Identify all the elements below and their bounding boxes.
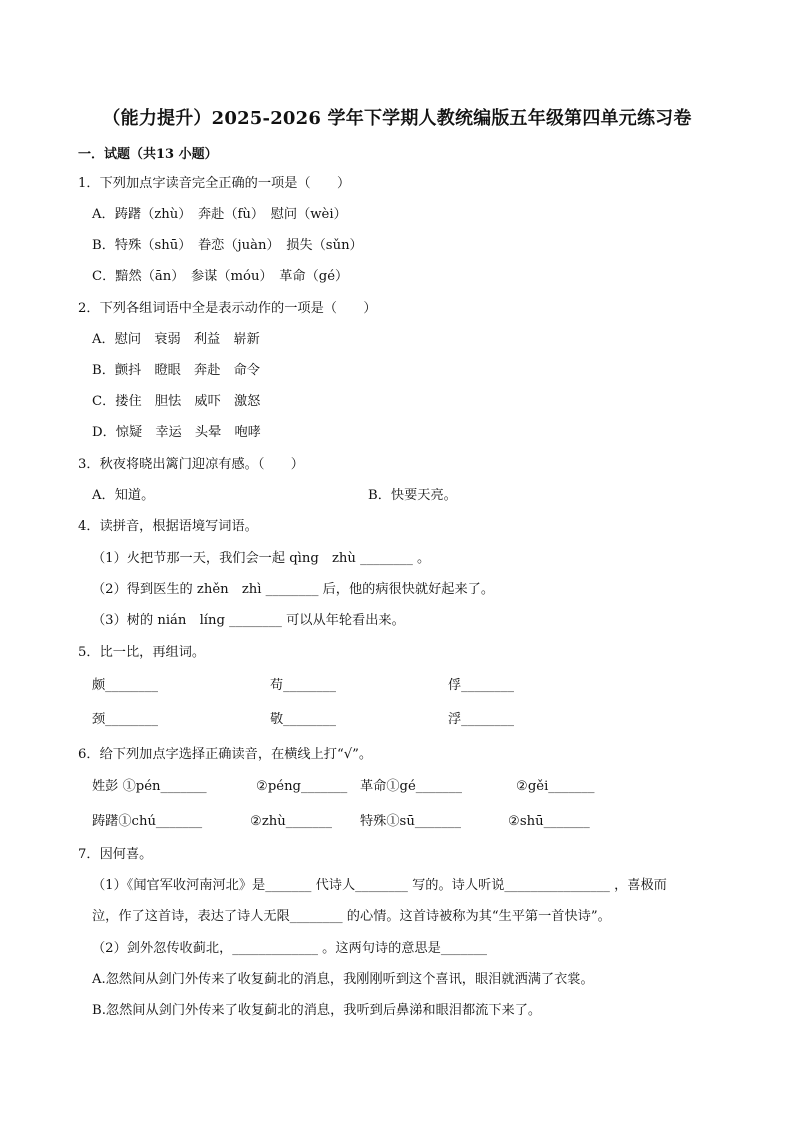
- question-2-option-b[interactable]: B．颤抖 瞪眼 奔赴 命令: [92, 363, 260, 378]
- question-4-item-3: （3）树的 nián líng ________ 可以从年轮看出来。: [92, 613, 405, 628]
- question-5-blank[interactable]: 敬________: [270, 712, 336, 727]
- question-7-option-a[interactable]: A.忽然间从剑门外传来了收复蓟北的消息，我刚刚听到这个喜讯，眼泪就洒满了衣裳。: [92, 972, 594, 987]
- question-2-option-c[interactable]: C．搂住 胆怯 威吓 激怒: [92, 394, 261, 409]
- question-6-choice[interactable]: 革命①gé_______: [360, 779, 462, 794]
- question-2-stem: 2．下列各组词语中全是表示动作的一项是（ ）: [78, 301, 377, 316]
- page-title: （能力提升）2025-2026 学年下学期人教统编版五年级第四单元练习卷: [102, 108, 692, 129]
- question-1-option-a[interactable]: A．踌躇（zhù） 奔赴（fù） 慰问（wèi）: [92, 207, 347, 222]
- question-6-choice[interactable]: ②zhù_______: [250, 814, 332, 829]
- question-5-blank[interactable]: 颇________: [92, 678, 158, 693]
- question-5-blank[interactable]: 颈________: [92, 712, 158, 727]
- question-7-item-1: （1）《闻官军收河南河北》是_______ 代诗人________ 写的。诗人听说________________ ，喜极而: [92, 878, 667, 893]
- question-4-stem: 4．读拼音，根据语境写词语。: [78, 519, 258, 534]
- section-heading: 一．试题（共13 小题）: [78, 147, 218, 162]
- question-6-choice[interactable]: ②gěi_______: [516, 779, 595, 794]
- question-2-option-d[interactable]: D．惊疑 幸运 头晕 咆哮: [92, 425, 261, 440]
- question-1-option-c[interactable]: C．黯然（ān） 参谋（móu） 革命（gé）: [92, 269, 349, 284]
- question-6-stem: 6．给下列加点字选择正确读音，在横线上打“√”。: [78, 747, 373, 762]
- question-6-choice[interactable]: 姓彭 ①pén_______: [92, 779, 207, 794]
- question-6-choice[interactable]: 踌躇①chú_______: [92, 814, 203, 829]
- question-5-blank[interactable]: 浮________: [448, 712, 514, 727]
- question-3-stem: 3．秋夜将晓出篱门迎凉有感。（ ）: [78, 457, 304, 472]
- question-3-option-b[interactable]: B．快要天亮。: [368, 488, 457, 503]
- question-5-stem: 5．比一比，再组词。: [78, 645, 206, 660]
- question-7-item-1-cont: 泣，作了这首诗，表达了诗人无限________ 的心情。这首诗被称为其“生平第一首快诗”。: [92, 909, 611, 924]
- question-7-stem: 7．因何喜。: [78, 847, 153, 862]
- question-4-item-1: （1）火把节那一天，我们会一起 qìng zhù ________ 。: [92, 551, 431, 566]
- question-5-blank[interactable]: 苟________: [270, 678, 336, 693]
- question-6-choice[interactable]: ②shū_______: [508, 814, 590, 829]
- question-1-stem: 1．下列加点字读音完全正确的一项是（ ）: [78, 176, 351, 191]
- question-7-option-b[interactable]: B.忽然间从剑门外传来了收复蓟北的消息，我听到后鼻涕和眼泪都流下来了。: [92, 1003, 542, 1018]
- question-6-choice[interactable]: ②péng_______: [256, 779, 348, 794]
- question-7-item-2: （2）剑外忽传收蓟北，_____________ 。这两句诗的意思是_______: [92, 941, 488, 956]
- question-5-blank[interactable]: 俘________: [448, 678, 514, 693]
- question-2-option-a[interactable]: A．慰问 衰弱 利益 崭新: [92, 332, 260, 347]
- question-6-choice[interactable]: 特殊①sū_______: [360, 814, 461, 829]
- question-3-option-a[interactable]: A．知道。: [92, 488, 155, 503]
- question-1-option-b[interactable]: B．特殊（shū） 眷恋（juàn） 损失（sǔn）: [92, 238, 363, 253]
- question-4-item-2: （2）得到医生的 zhěn zhì ________ 后，他的病很快就好起来了。: [92, 582, 495, 597]
